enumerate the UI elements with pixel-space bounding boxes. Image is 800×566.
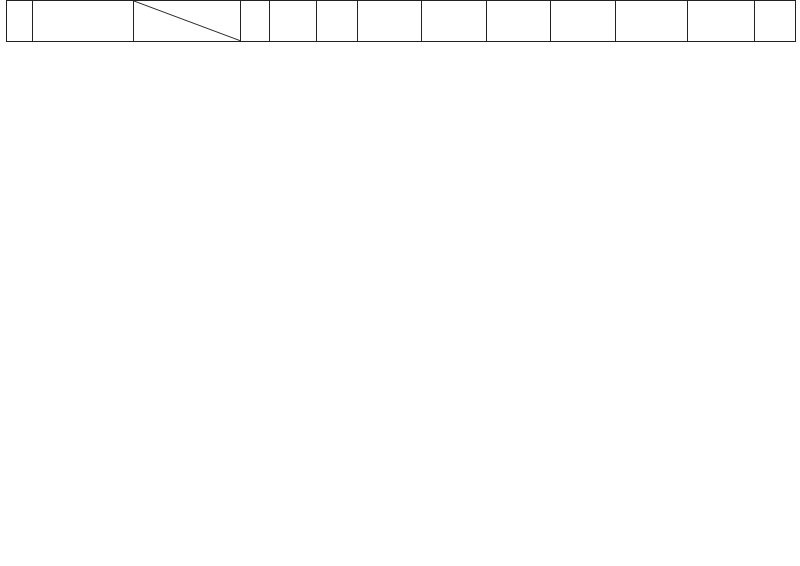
header-no bbox=[7, 1, 33, 42]
page-bottom-margin bbox=[6, 528, 792, 566]
header-picture bbox=[33, 1, 134, 42]
header-c2 bbox=[270, 1, 317, 42]
header-c8 bbox=[616, 1, 688, 42]
header-diagonal bbox=[134, 1, 241, 42]
header-c6 bbox=[487, 1, 551, 42]
price-table bbox=[6, 0, 796, 42]
header-c9 bbox=[688, 1, 755, 42]
header-category-material bbox=[134, 1, 241, 42]
header-row bbox=[7, 1, 796, 42]
header-c10 bbox=[755, 1, 796, 42]
header-c5 bbox=[422, 1, 487, 42]
table-header bbox=[7, 1, 796, 42]
header-c7 bbox=[551, 1, 616, 42]
price-sheet bbox=[6, 0, 792, 42]
header-c4 bbox=[358, 1, 422, 42]
header-c3 bbox=[317, 1, 358, 42]
header-c1 bbox=[241, 1, 270, 42]
